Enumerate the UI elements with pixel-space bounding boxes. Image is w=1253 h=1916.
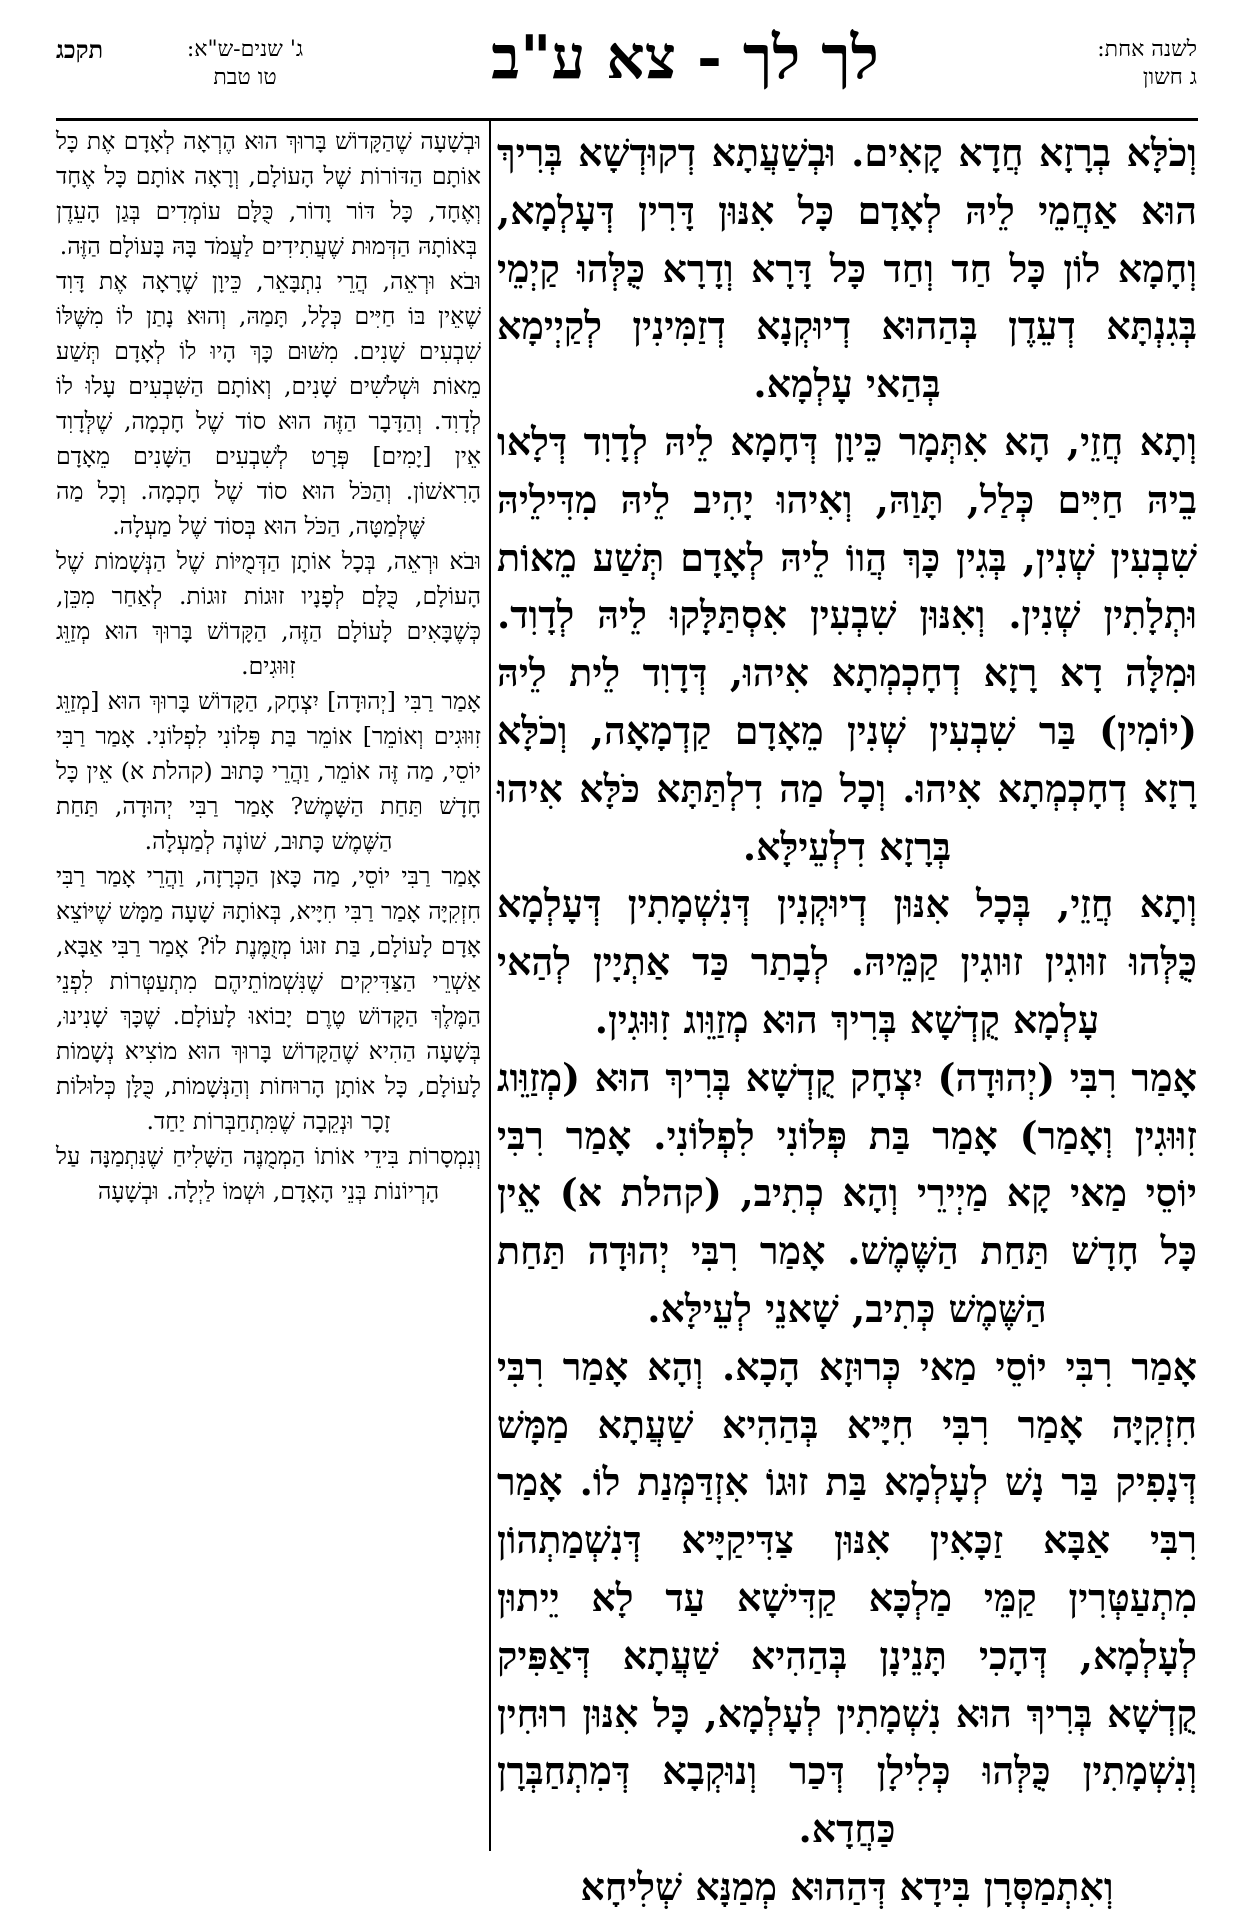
header-left-line2: טו טבת — [213, 65, 277, 90]
side-paragraph: אָמַר רַבִּי יוֹסֵי, מַה כָּאן הַכְּרָזָה, וַהֲרֵי אָמַר רַבִּי חִזְקִיָּה אָמַר רַבִּי חִיָּיא, בְּאוֹתָהּ שָׁעָה מַמָּשׁ שֶׁיּוֹצֵא אָדָם לָעוֹלָם, בַּת זוּגוֹ מְזֻמֶּנֶת לוֹ? אָמַר רַבִּי אַבָּא, אַשְׁרֵי הַצַּדִּיקִים שֶׁנִּשְׁמוֹתֵיהֶם מִתְעַטְּרוֹת לִפְנֵי הַמֶּלֶךְ הַקָּדוֹשׁ טֶרֶם יָבוֹאוּ לָעוֹלָם. שֶׁכָּךְ שָׁנִינוּ, בְּשָׁעָה הַהִיא שֶׁהַקָּדוֹשׁ בָּרוּךְ הוּא מוֹצִיא נְשָׁמוֹת לָעוֹלָם, כָּל אוֹתָן הָרוּחוֹת וְהַנְּשָׁמוֹת, כֻּלָּן כְּלוּלוֹת זָכָר וּנְקֵבָה שֶׁמִּתְחַבְּרוֹת יַחַד. — [56, 862, 481, 1135]
side-paragraph: אָמַר רַבִּי [יְהוּדָה] יִצְחָק, הַקָּדוֹשׁ בָּרוּךְ הוּא [מְזַוֵּג זִוּוּגִים וְאוֹמֵר] אוֹמֵר בַּת פְּלוֹנִי לִפְלוֹנִי. אָמַר רַבִּי יוֹסֵי, מַה זֶּה אוֹמֵר, וַהֲרֵי כָּתוּב (קהלת א) אֵין כָּל חָדָשׁ תַּחַת הַשָּׁמֶשׁ? אָמַר רַבִּי יְהוּדָה, תַּחַת הַשֶּׁמֶשׁ כָּתוּב, שׁוֹנֶה לְמַעְלָה. — [56, 687, 481, 855]
main-paragraph: וְתָא חֲזֵי, הָא אִתְּמָר כֵּיוָן דְּחָמָא לֵיהּ לְדָוִד דְּלָאו בֵיהּ חַיִּים כְּלַל, תָּוַהּ, וְאִיהוּ יָהִיב לֵיהּ מִדִּילֵיהּ שִׁבְעִין שְׁנִין, בְּגִין כָּךְ הֲווֹ לֵיהּ לְאָדָם תְּשַׁע מֵאוֹת וּתְלָתִין שְׁנִין. וְאִנּוּן שִׁבְעִין אִסְתַּלָּקוּ לֵיהּ לְדָוִד. וּמִלָּה דָא רָזָא דְחָכְמְתָא אִיהוּ, דְּדָוִד לֵית לֵיהּ (יוֹמִין) בַּר שִׁבְעִין שְׁנִין מֵאָדָם קַדְמָאָה, וְכֹלָּא רָזָא דְחָכְמְתָא אִיהוּ. וְכָל מַה דִלְתַּתָּא כֹּלָּא אִיהוּ בְּרָזָא דִלְעֵילָּא. — [497, 418, 1197, 869]
header-rule — [56, 118, 1198, 121]
page-title: לך לך - צא ע"ב — [491, 23, 879, 93]
side-paragraph: וּבֹא וּרְאֵה, בְּכָל אוֹתָן הַדְּמֻיּוֹת שֶׁל הַנְּשָׁמוֹת שֶׁל הָעוֹלָם, כֻּלָּם לְפָנָיו זוּגוֹת זוּגוֹת. לְאַחַר מִכֵּן, כְּשֶׁבָּאִים לָעוֹלָם הַזֶּה, הַקָּדוֹשׁ בָּרוּךְ הוּא מְזַוֵּג זִוּוּגִים. — [56, 547, 481, 680]
side-paragraph: וּבֹא וּרְאֵה, הֲרֵי נִתְבָּאֵר, כֵּיוָן שֶׁרָאָה אֶת דָּוִד שֶׁאֵין בּוֹ חַיִּים כְּלָל, תָּמַהּ, וְהוּא נָתַן לוֹ מִשֶּׁלּוֹ שִׁבְעִים שָׁנִים. מִשּׁוּם כָּךְ הָיוּ לוֹ לְאָדָם תְּשַׁע מֵאוֹת וּשְׁלֹשִׁים שָׁנִים, וְאוֹתָם הַשִּׁבְעִים עָלוּ לוֹ לְדָוִד. וְהַדָּבָר הַזֶּה הוּא סוֹד שֶׁל חָכְמָה, שֶׁלְּדָוִד אֵין [יָמִים] פְּרָט לְשִׁבְעִים הַשָּׁנִים מֵאָדָם הָרִאשׁוֹן. וְהַכֹּל הוּא סוֹד שֶׁל חָכְמָה. וְכָל מַה שֶּׁלְּמַטָּה, הַכֹּל הוּא בְּסוֹד שֶׁל מַעְלָה. — [56, 267, 481, 540]
header-right-line2: ג חשון — [1142, 65, 1197, 90]
main-paragraph: וְתָא חֲזֵי, בְּכָל אִנּוּן דְיוּקְנִין דְּנִשְׁמָתִין דְּעָלְמָא כֻּלְּהוּ זוּוגִין זוּוגִין קַמֵּיהּ. לְבָתַר כַּד אַתְיָין לְהַאי עָלְמָא קֻדְשָׁא בְּרִיךְ הוּא מְזַוֵּוג זִוּוּגִין. — [497, 881, 1197, 1042]
translation-column — [56, 124, 481, 1854]
page-number: תקכג — [56, 35, 104, 64]
main-paragraph: וְכֹלָּא בְרָזָא חֲדָא קָאִים. וּבְשַׁעֲתָא דְקוּדְשָׁא בְּרִיךְ הוּא אַחֲמֵי לֵיהּ לְאָדָם כָּל אִנּוּן דָּרִין דְּעָלְמָא, וְחָמָא לוֹן כָּל חַד וְחַד כָּל דָּרָא וְדָרָא כֻּלְּהוּ קַיְמֵי בְּגִנְתָּא דְעֵדֶן בְּהַהוּא דְיוּקְנָא דְזַמִּינִין לְקַיְימָא בְּהַאי עָלְמָא. — [497, 130, 1197, 407]
header-left-dates — [150, 36, 340, 92]
header-right-line1: לשנה אחת: — [1097, 37, 1197, 62]
header-right-dates — [977, 36, 1197, 92]
main-paragraph: אָמַר רִבִּי (יְהוּדָה) יִצְחָק קֻדְשָׁא בְּרִיךְ הוּא (מְזַוֵּוג זִוּוּגִין וְאָמַר) אָמַר בַּת פְּלוֹנִי לִפְלוֹנִי. אָמַר רִבִּי יוֹסֵי מַאי קָא מַיְירֵי וְהָא כְתִיב, (קהלת א) אֵין כָּל חָדָשׁ תַּחַת הַשֶּׁמֶשׁ. אָמַר רִבִּי יְהוּדָה תַּחַת הַשֶּׁמֶשׁ כְּתִיב, שָׁאנֵי לְעֵילָּא. — [497, 1054, 1197, 1331]
header-left-line1: ג' שנים-ש"א: — [186, 37, 304, 62]
page-header — [0, 0, 1253, 120]
side-paragraph: וְנִמְסָרוֹת בִּידֵי אוֹתוֹ הַמְמֻנֶּה הַשָּׁלִיחַ שֶׁנִּתְמַנָּה עַל הָרְיוֹנוֹת בְּנֵי הָאָדָם, וּשְׁמוֹ לַיְלָה. וּבְשָׁעָה — [56, 1142, 481, 1205]
main-paragraph: וְאִתְמַסְּרָן בִּידָא דְּהַהוּא מְמַנָּא שְׁלִיחָא — [580, 1863, 1114, 1909]
main-paragraph: אָמַר רִבִּי יוֹסֵי מַאי כְּרוּזָא הָכָא. וְהָא אָמַר רִבִּי חִזְקִיָּה אָמַר רִבִּי חִיָּיא בְּהַהִיא שַׁעֲתָא מַמָּשׁ דְּנָפִיק בַּר נָשׁ לְעָלְמָא בַּת זוּגוֹ אִזְדַּמְּנַת לוֹ. אָמַר רִבִּי אַבָּא זַכָּאִין אִנּוּן צַדִּיקַיָּיא דְּנִשְׁמַתְהוֹן מִתְעַטְּרִין קַמֵּי מַלְכָּא קַדִּישָׁא עַד לָא יֵיתוּן לְעָלְמָא, דְּהָכִי תָּנֵינָן בְּהַהִיא שַׁעֲתָא דְּאַפִּיק קֻדְשָׁא בְּרִיךְ הוּא נִשְׁמָתִין לְעָלְמָא, כָּל אִנּוּן רוּחִין וְנִשְׁמָתִין כֻּלְּהוּ כְּלִילָן דְּכַר וְנוּקְבָא דְּמִתְחַבְּרָן כַּחֲדָא. — [497, 1343, 1197, 1852]
side-paragraph: וּבְשָׁעָה שֶׁהַקָּדוֹשׁ בָּרוּךְ הוּא הֶרְאָה לְאָדָם אֶת כָּל אוֹתָם הַדּוֹרוֹת שֶׁל הָעוֹלָם, וְרָאָה אוֹתָם כָּל אֶחָד וְאֶחָד, כָּל דּוֹר וָדוֹר, כֻּלָּם עוֹמְדִים בְּגַן הָעֵדֶן בְּאוֹתָהּ הַדְּמוּת שֶׁעֲתִידִים לַעֲמֹד בָּהּ בָּעוֹלָם הַזֶּה. — [56, 127, 481, 260]
column-divider — [489, 121, 491, 1851]
main-text-column — [497, 124, 1197, 1909]
